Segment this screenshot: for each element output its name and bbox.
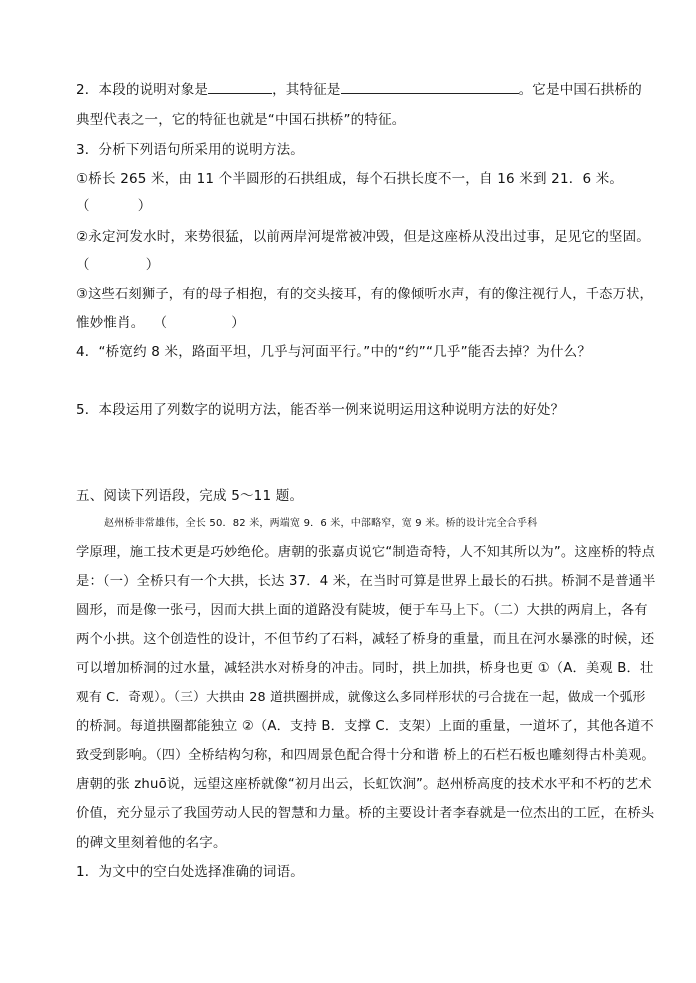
paren-close: ） — [137, 198, 152, 214]
passage-line: 是：（一）全桥只有一个大拱，长达 37．4 米，在当时可算是世界上最长的石拱。桥洞不是普通半 — [76, 574, 656, 589]
q3-sentence-3: ③这些石刻狮子，有的母子相抱，有的交头接耳，有的像倾听水声，有的像注视行人，千态万状， — [76, 287, 653, 302]
paren-open: （ — [76, 198, 90, 214]
passage-line: 的桥洞。每道拱圈都能独立 ②（A．支持 B．支撑 C．支架）上面的重量，一道坏了，其他各道不 — [76, 719, 654, 734]
paren-close: ） — [231, 315, 245, 331]
passage-line: 唐朝的张 zhuō说，远望这座桥就像“初月出云，长虹饮涧”。赵州桥高度的技术水平和不朽的艺术 — [76, 777, 652, 792]
q2-text-part3: 。它是中国石拱桥的 — [518, 82, 642, 98]
passage-line: 观有 C．奇观）。（三）大拱由 28 道拱圈拼成，就像这么多同样形状的弓合拢在一起，做成一个弧形 — [76, 690, 646, 705]
passage-line: 圆形，而是像一张弓，因而大拱上面的道路没有陡坡，便于车马上下。（二）大拱的两肩上，各有 — [76, 603, 648, 618]
passage-line: 两个小拱。这个创造性的设计，不但节约了石料，减轻了桥身的重量，而且在河水暴涨的时候，还 — [76, 632, 655, 647]
q3-title: 3．分析下列语句所采用的说明方法。 — [76, 142, 304, 158]
section5-question-1: 1．为文中的空白处选择准确的词语。 — [76, 864, 304, 880]
q2-line2: 典型代表之一，它的特征也就是“中国石拱桥”的特征。 — [76, 112, 406, 128]
paren-open: （ — [76, 257, 90, 273]
q2-line1 — [76, 80, 642, 100]
q2-text-part1: 2．本段的说明对象是 — [76, 82, 209, 98]
q3-s3-tail: 惟妙惟肖。 — [76, 315, 145, 331]
section5-title: 五、阅读下列语段，完成 5～11 题。 — [76, 488, 304, 504]
q3-answer-paren-1 — [76, 196, 636, 216]
passage-line: 致受到影响。（四）全桥结构匀称，和四周景色配合得十分和谐 桥上的石栏石板也雕刻得古朴美观。 — [76, 748, 655, 763]
passage-line: 的碑文里刻着他的名字。 — [76, 835, 227, 851]
q4-text: 4．“桥宽约 8 米，路面平坦，几乎与河面平行。”中的“约”“几乎”能否去掉？为什么？ — [76, 344, 592, 360]
q3-answer-paren-2 — [76, 255, 636, 275]
q3-sentence-2: ②永定河发水时，来势很猛，以前两岸河堤常被冲毁，但是这座桥从没出过事，足见它的坚固。 — [76, 229, 651, 245]
passage-line: 可以增加桥洞的过水量，减轻洪水对桥身的冲击。同时，拱上加拱，桥身也更 ①（A．美观 B．壮 — [76, 661, 654, 676]
q3-sentence-3-line2 — [76, 313, 636, 333]
passage-line: 赵州桥非常雄伟，全长 50．82 米，两端宽 9．6 米，中部略窄，宽 9 米。桥的设计完全合乎科 — [104, 518, 538, 529]
q3-sentence-1: ①桥长 265 米，由 11 个半圆形的石拱组成，每个石拱长度不一，自 16 米到 21．6 米。 — [76, 171, 624, 187]
paren-open: （ — [153, 315, 168, 331]
q5-text: 5．本段运用了列数字的说明方法，能否举一例来说明运用这种说明方法的好处？ — [76, 402, 565, 418]
passage-line: 价值，充分显示了我国劳动人民的智慧和力量。桥的主要设计者李春就是一位杰出的工匠，在桥头 — [76, 806, 655, 821]
answer-blank-feature[interactable] — [341, 81, 519, 94]
answer-blank-object[interactable] — [208, 81, 272, 94]
passage-line: 学原理，施工技术更是巧妙绝伦。唐朝的张嘉贞说它“制造奇特，人不知其所以为”。这座桥的特点 — [76, 545, 656, 560]
paren-close: ） — [145, 257, 160, 273]
q2-text-part2: ，其特征是 — [272, 82, 341, 98]
